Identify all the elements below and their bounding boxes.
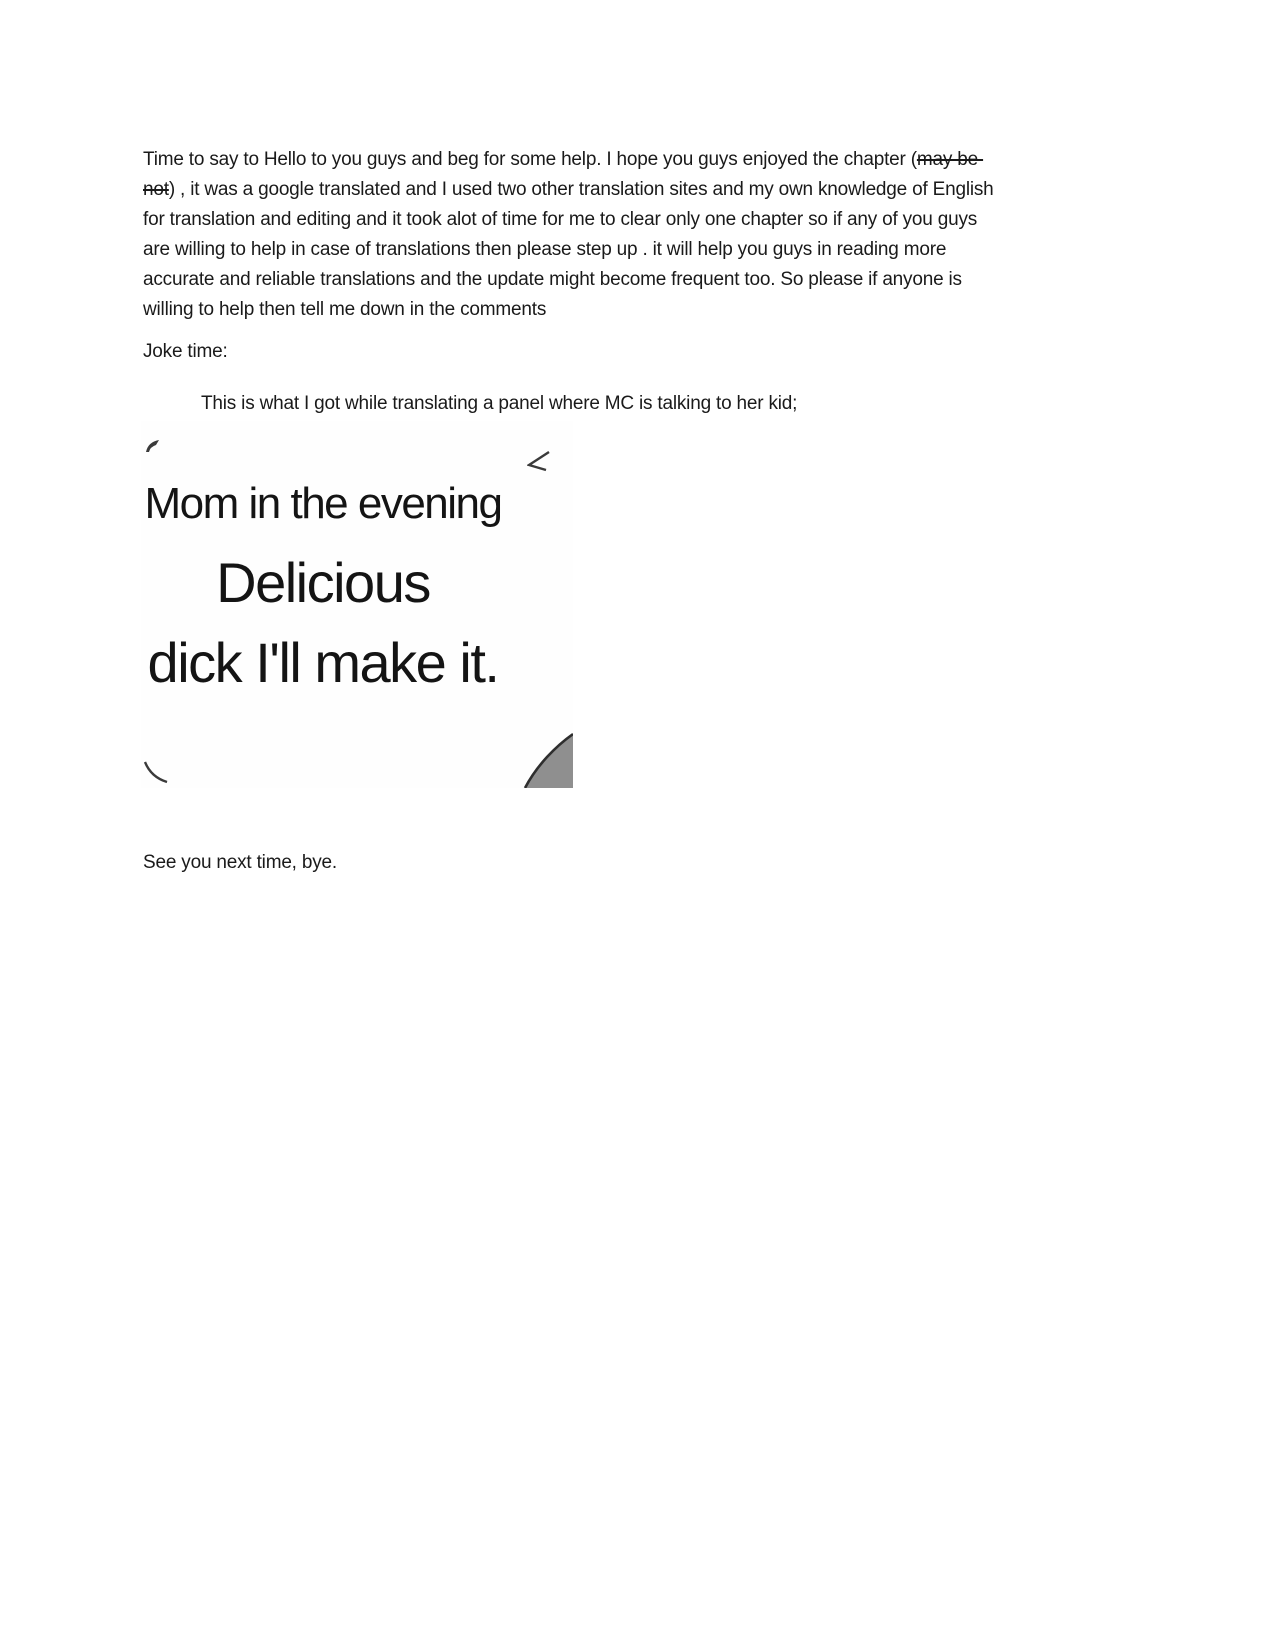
text-segment: accurate and reliable translations and the update might become frequent too. So please if anyone is <box>143 269 962 290</box>
text-segment: ) , it was a google translated and I used two other translation sites and my own knowledge of English <box>168 179 994 200</box>
joke-heading: Joke time: <box>143 341 228 362</box>
joke-image-text-line: dick I'll make it. <box>147 631 499 694</box>
bubble-corner-top-left-icon <box>145 439 161 455</box>
bubble-corner-bottom-left-icon <box>143 761 169 785</box>
text-segment: willing to help then tell me down in the comments <box>143 299 547 320</box>
intro-text-line <box>143 235 1083 265</box>
bubble-corner-bottom-right-icon <box>523 732 573 788</box>
embedded-joke-image <box>141 421 573 788</box>
text-segment: for translation and editing and it took alot of time for me to clear only one chapter so if any of you guys <box>143 209 978 230</box>
closing-line: See you next time, bye. <box>143 852 337 873</box>
intro-paragraph <box>143 145 1083 325</box>
struck-text-segment: not <box>143 179 169 200</box>
document-page <box>143 145 1083 878</box>
intro-text-line <box>143 295 1083 325</box>
bubble-tail-top-right-icon <box>527 451 551 473</box>
intro-text-line <box>143 145 1083 175</box>
intro-text-line <box>143 175 1083 205</box>
text-segment: Time to say to Hello to you guys and beg for some help. I hope you guys enjoyed the chapter ( <box>143 149 917 170</box>
joke-image-text <box>141 465 505 703</box>
joke-image-text-line: Mom in the evening <box>144 479 502 528</box>
text-segment: are willing to help in case of translations then please step up . it will help you guys in reading more <box>143 239 947 260</box>
intro-text-line <box>143 205 1083 235</box>
joke-image-text-line: Delicious <box>216 551 430 614</box>
joke-intro-line: This is what I got while translating a panel where MC is talking to her kid; <box>201 393 798 414</box>
struck-text-segment: may be <box>916 149 984 170</box>
intro-text-line <box>143 265 1083 295</box>
